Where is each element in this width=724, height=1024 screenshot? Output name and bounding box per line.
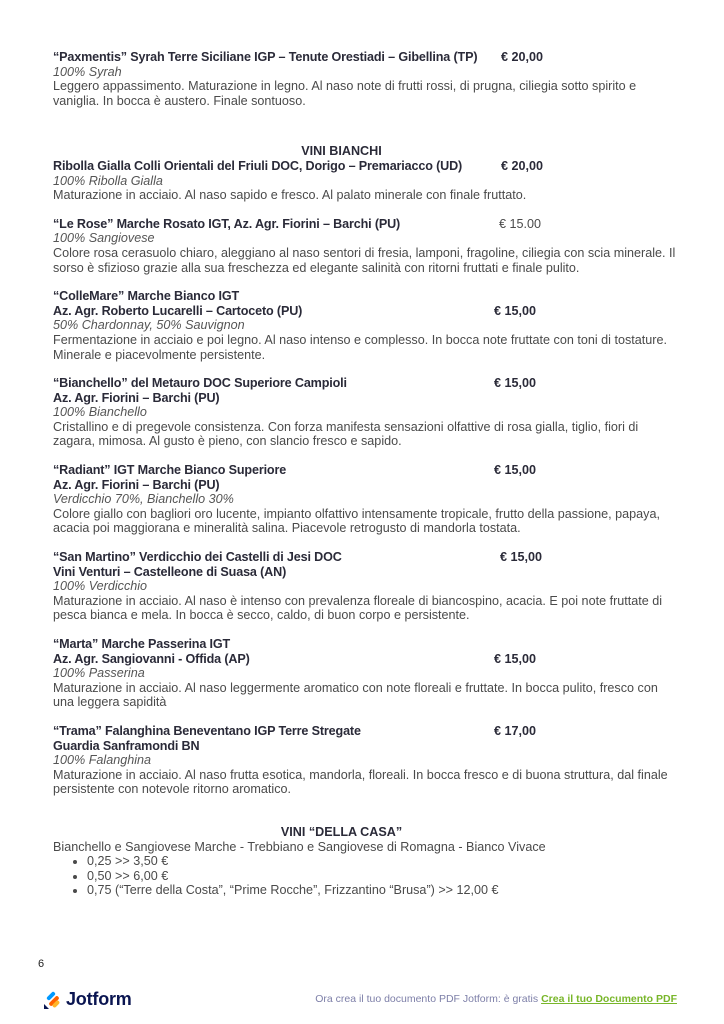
wine-description: Maturazione in acciaio. Al naso leggermente aromatico con note floreali e fruttate. In bocca pulito, fresco con una leggera sapidità <box>53 680 658 710</box>
wine-price: € 20,00 <box>501 50 544 64</box>
wine-title: “ColleMare” Marche Bianco IGT <box>53 289 240 304</box>
wine-description: Colore giallo con bagliori oro lucente, impianto olfattivo intensamente tropicale, frutto della passione, papaya, acacia poi maggiorana e mineralità salina. Piacevole retrogusto di mandorla tostata. <box>53 506 660 536</box>
jotform-logo[interactable] <box>42 989 132 1010</box>
wine-producer-row <box>53 652 678 667</box>
wine-title: “San Martino” Verdicchio dei Castelli di Jesi DOC <box>53 550 342 565</box>
wine-price: € 15,00 <box>494 463 537 478</box>
section-heading-vini-bianchi: VINI BIANCHI <box>301 144 382 159</box>
wine-producer: Az. Agr. Fiorini – Barchi (PU) <box>53 390 220 405</box>
jotform-footer <box>0 986 724 1012</box>
wine-title: “Bianchello” del Metauro DOC Superiore Campioli <box>53 376 347 391</box>
wine-entry-le-rose <box>53 217 678 275</box>
wine-entry-collemare <box>53 289 678 362</box>
wine-producer: Az. Agr. Sangiovanni - Offida (AP) <box>53 651 250 666</box>
wine-description: Maturazione in acciaio. Al naso sapido e fresco. Al palato minerale con finale fruttato. <box>53 188 527 203</box>
wine-title: “Le Rose” Marche Rosato IGT, Az. Agr. Fiorini – Barchi (PU) <box>53 216 401 231</box>
wine-grapes: 100% Passerina <box>53 666 145 681</box>
wine-price: € 17,00 <box>494 723 537 738</box>
footer-promo-text: Ora crea il tuo documento PDF Jotform: è gratis <box>315 993 539 1005</box>
wine-entry-trama <box>53 724 678 797</box>
footer-promo <box>315 993 677 1005</box>
wine-producer: Vini Venturi – Castelleone di Suasa (AN) <box>53 564 287 579</box>
wine-grapes: 100% Falanghina <box>53 753 152 768</box>
wine-grapes: Verdicchio 70%, Bianchello 30% <box>53 492 234 507</box>
menu-page <box>53 50 678 898</box>
wine-entry-bianchello <box>53 376 678 449</box>
wine-price: € 15,00 <box>494 303 537 318</box>
wine-price: € 15,00 <box>500 550 543 565</box>
jotform-logo-icon <box>42 990 62 1010</box>
wine-title: “Paxmentis” Syrah Terre Siciliane IGP – Tenute Orestiadi – Gibellina (TP) <box>53 50 478 64</box>
wine-grapes: 100% Sangiovese <box>53 231 155 246</box>
wine-entry-radiant <box>53 463 678 536</box>
house-wine-item: • 0,75 (“Terre della Costa”, “Prime Rocche”, Frizzantino “Brusa”) >> 12,00 € <box>87 883 678 898</box>
wine-title: Ribolla Gialla Colli Orientali del Friuli DOC, Dorigo – Premariacco (UD) <box>53 158 463 173</box>
wine-entry-ribolla <box>53 159 678 203</box>
wine-entry-paxmentis <box>53 50 678 108</box>
wine-title-row <box>53 159 678 174</box>
wine-grapes: 100% Syrah <box>53 64 122 79</box>
create-pdf-link[interactable]: Crea il tuo Documento PDF <box>541 993 677 1005</box>
jotform-brand-text: Jotform <box>66 989 132 1009</box>
wine-description: Maturazione in acciaio. Al naso frutta esotica, mandorla, floreali. In bocca fresco e di buona struttura, dal finale persistente con notevole ritorno aromatico. <box>53 767 668 797</box>
wine-producer: Az. Agr. Fiorini – Barchi (PU) <box>53 477 220 492</box>
wine-entry-san-martino <box>53 550 678 623</box>
wine-grapes: 100% Ribolla Gialla <box>53 173 163 188</box>
house-wines-intro: Bianchello e Sangiovese Marche - Trebbiano e Sangiovese di Romagna - Bianco Vivace <box>53 839 546 854</box>
wine-producer: Az. Agr. Roberto Lucarelli – Cartoceto (PU) <box>53 303 303 318</box>
house-wine-item: • 0,25 >> 3,50 € <box>87 854 678 869</box>
section-heading-vini-della-casa: VINI “DELLA CASA” <box>280 824 403 839</box>
wine-price: € 15.00 <box>499 216 542 231</box>
wine-grapes: 100% Verdicchio <box>53 579 148 594</box>
wine-title-row <box>53 550 678 565</box>
wine-description: Fermentazione in acciaio e poi legno. Al naso intenso e complesso. In bocca note fruttate con toni di tostature. Minerale e piacevolmente persistente. <box>53 332 667 362</box>
house-wines-list <box>53 854 678 898</box>
wine-producer-row <box>53 304 678 319</box>
wine-title-row <box>53 217 678 232</box>
house-wine-item: • 0,50 >> 6,00 € <box>87 869 678 884</box>
wine-entry-marta <box>53 637 678 710</box>
wine-title: “Marta” Marche Passerina IGT <box>53 637 231 651</box>
wine-title-row <box>53 376 678 391</box>
wine-title-row <box>53 463 678 478</box>
wine-price: € 15,00 <box>494 376 537 391</box>
wine-title-row <box>53 50 678 65</box>
wine-description: Maturazione in acciaio. Al naso è intenso con prevalenza floreale di biancospino, acacia. E poi note fruttate di pesca bianca e mela. In bocca è secco, caldo, di buon corpo e persistente. <box>53 593 663 623</box>
wine-description: Leggero appassimento. Maturazione in legno. Al naso note di frutti rossi, di prugna, ciliegia sotto spirito e vaniglia. In bocca è austero. Finale sontuoso. <box>53 79 637 108</box>
wine-description: Cristallino e di pregevole consistenza. Con forza manifesta sensazioni olfattive di rosa gialla, tiglio, fiori di zagara, mimosa. Al gusto è pieno, con slancio fresco e sapido. <box>53 419 639 449</box>
wine-grapes: 50% Chardonnay, 50% Sauvignon <box>53 318 245 333</box>
page-number: 6 <box>38 958 45 970</box>
wine-description: Colore rosa cerasuolo chiaro, aleggiano al naso sentori di fresia, lamponi, fragoline, ciliegia con scia minerale. Il sorso è sfizioso grazie alla sua freschezza ed elegante salinità con ritorni fruttati e finale pulito. <box>53 245 676 275</box>
wine-title: “Radiant” IGT Marche Bianco Superiore <box>53 463 287 478</box>
wine-price: € 20,00 <box>501 158 544 173</box>
wine-grapes: 100% Bianchello <box>53 405 147 420</box>
wine-price: € 15,00 <box>494 651 537 666</box>
wine-title: “Trama” Falanghina Beneventano IGP Terre Stregate <box>53 723 361 738</box>
wine-title-row <box>53 724 678 739</box>
wine-producer: Guardia Sanframondi BN <box>53 738 200 753</box>
